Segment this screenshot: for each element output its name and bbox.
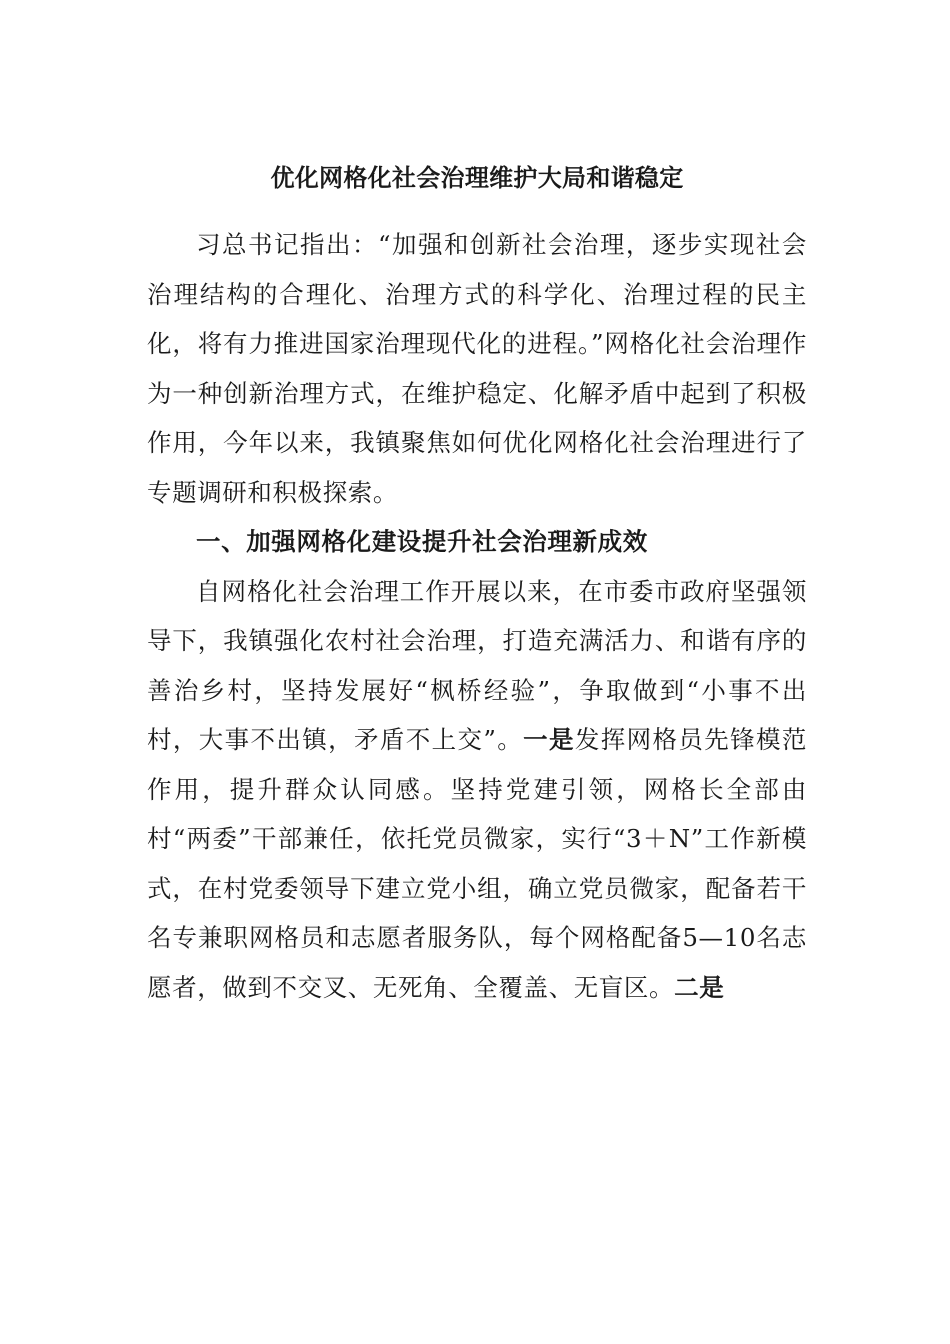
section-text-part1: 自网格化社会治理工作开展以来，在市委市政府坚强领导下，我镇强化农村社会治理，打造充满活力、和谐有序的善治乡村，坚持发展好“枫桥经验”，争取做到“小事不出村，大事不出镇，矛盾不上交”。 (147, 576, 807, 754)
point-marker-first: 一是 (523, 725, 575, 754)
intro-paragraph: 习总书记指出：“加强和创新社会治理，逐步实现社会治理结构的合理化、治理方式的科学化、治理过程的民主化，将有力推进国家治理现代化的进程。”网格化社会治理作为一种创新治理方式，在维护稳定、化解矛盾中起到了积极作用，今年以来，我镇聚焦如何优化网格化社会治理进行了专题调研和积极探索。 (147, 230, 807, 507)
section-paragraph (147, 567, 807, 1013)
section-text-part2: 发挥网格员先锋模范作用，提升群众认同感。坚持党建引领，网格长全部由村“两委”干部兼任，依托党员微家，实行“3＋N”工作新模式，在村党委领导下建立党小组，确立党员微家，配备若干名专兼职网格员和志愿者服务队，每个网格配备5—10名志愿者，做到不交叉、无死角、全覆盖、无盲区。 (147, 725, 807, 1002)
document-title: 优化网格化社会治理维护大局和谐稳定 (270, 163, 684, 192)
document-body (147, 148, 807, 1012)
point-marker-second: 二是 (674, 972, 725, 1002)
section-heading: 一、加强网格化建设提升社会治理新成效 (196, 527, 648, 556)
